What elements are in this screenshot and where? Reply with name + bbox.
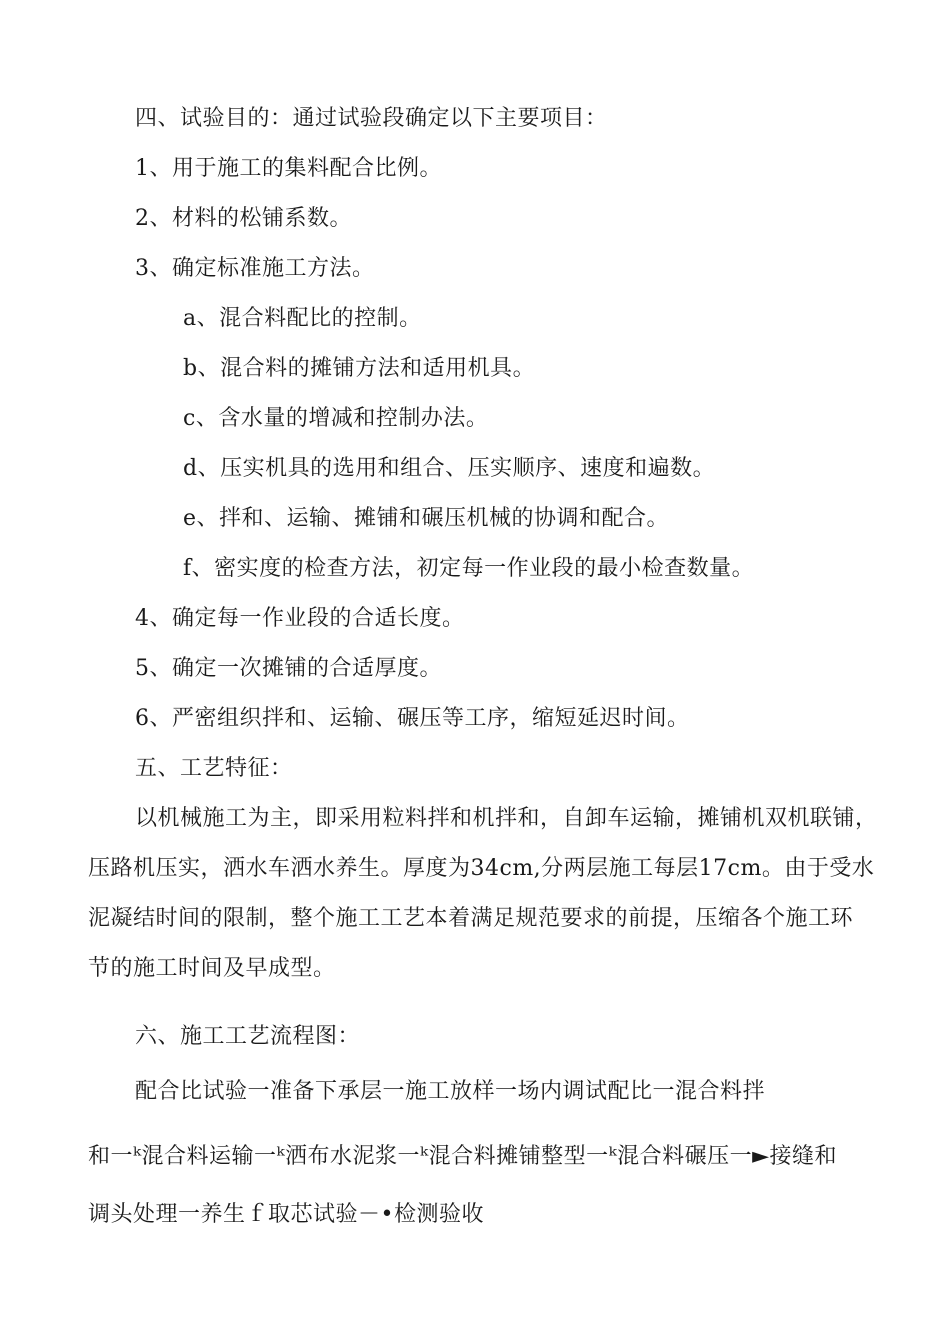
sub-item-e: e、拌和、运输、摊铺和碾压机械的协调和配合。 <box>183 506 670 531</box>
paragraph-line-2: 压路机压实，洒水车洒水养生。厚度为34cm,分两层施工每层17cm。由于受水 <box>88 856 875 881</box>
sub-item-b: b、混合料的摊铺方法和适用机具。 <box>183 356 536 381</box>
flow-line-2: 和一ᵏ混合料运输一ᵏ洒布水泥浆一ᵏ混合料摊铺整型一ᵏ混合料碾压一►接缝和 <box>88 1144 838 1169</box>
sub-item-c: c、含水量的增减和控制办法。 <box>183 406 489 431</box>
paragraph-line-4: 节的施工时间及早成型。 <box>88 956 336 981</box>
paragraph-line-3: 泥凝结时间的限制，整个施工工艺本着满足规范要求的前提，压缩各个施工环 <box>88 906 854 931</box>
section-5-heading: 五、工艺特征： <box>135 756 293 781</box>
list-item-1: 1、用于施工的集料配合比例。 <box>135 156 442 181</box>
section-6-heading: 六、施工工艺流程图： <box>135 1024 361 1049</box>
sub-item-f: f、密实度的检查方法，初定每一作业段的最小检查数量。 <box>183 556 755 581</box>
list-item-2: 2、材料的松铺系数。 <box>135 206 352 231</box>
flow-line-3: 调头处理一养生ｆ取芯试验－•检测验收 <box>88 1202 484 1227</box>
list-item-3: 3、确定标准施工方法。 <box>135 256 375 281</box>
section-4-heading: 四、试验目的：通过试验段确定以下主要项目： <box>135 106 608 131</box>
list-item-4: 4、确定每一作业段的合适长度。 <box>135 606 465 631</box>
sub-item-a: a、混合料配比的控制。 <box>183 306 422 331</box>
sub-item-d: d、压实机具的选用和组合、压实顺序、速度和遍数。 <box>183 456 716 481</box>
flow-line-1: 配合比试验一准备下承层一施工放样一场内调试配比一混合料拌 <box>135 1079 766 1104</box>
list-item-5: 5、确定一次摊铺的合适厚度。 <box>135 656 442 681</box>
paragraph-line-1: 以机械施工为主，即采用粒料拌和机拌和，自卸车运输，摊铺机双机联铺， <box>135 806 878 831</box>
list-item-6: 6、严密组织拌和、运输、碾压等工序，缩短延迟时间。 <box>135 706 690 731</box>
